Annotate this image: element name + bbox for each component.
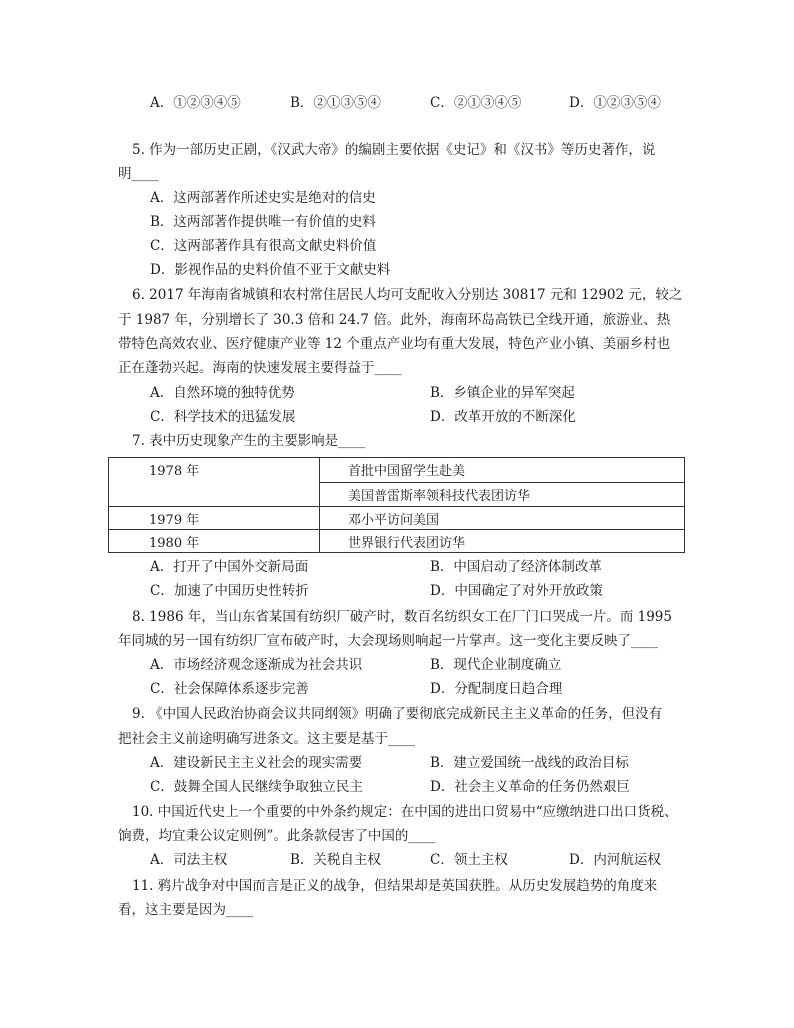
q11-text-line-1: 11. 鸦片战争对中国而言是正义的战争，但结果却是英国获胜。从历史发展趋势的角度来 bbox=[132, 878, 658, 894]
q6-text-line-2: 于 1987 年，分别增长了 30.3 倍和 24.7 倍。此外，海南环岛高铁已全线开通，旅游业、热 bbox=[118, 312, 671, 328]
q5-option-a[interactable]: A．这两部著作所述史实是绝对的信史 bbox=[150, 190, 376, 206]
q4-option-c[interactable]: C．②①③④⑤ bbox=[430, 95, 522, 111]
table-row bbox=[109, 530, 685, 553]
q10-option-c[interactable]: C．领土主权 bbox=[430, 852, 508, 868]
table-cell-event: 邓小平访问美国 bbox=[320, 507, 685, 530]
q7-option-b[interactable]: B．中国启动了经济体制改革 bbox=[430, 559, 602, 575]
q7-option-c[interactable]: C．加速了中国历史性转折 bbox=[150, 583, 309, 599]
table-cell-event: 美国普雷斯率领科技代表团访华 bbox=[320, 482, 685, 507]
q6-text-line-4: 正在蓬勃兴起。海南的快速发展主要得益于____ bbox=[118, 360, 402, 376]
q9-option-a[interactable]: A．建设新民主主义社会的现实需要 bbox=[150, 755, 363, 771]
q8-option-d[interactable]: D．分配制度日趋合理 bbox=[430, 681, 563, 697]
q5-text-line-1: 5. 作为一部历史正剧，《汉武大帝》的编剧主要依据《史记》和《汉书》等历史著作，说 bbox=[132, 142, 656, 158]
q6-option-b[interactable]: B．乡镇企业的异军突起 bbox=[430, 385, 575, 401]
q9-option-b[interactable]: B．建立爱国统一战线的政治目标 bbox=[430, 755, 629, 771]
table-cell-event: 首批中国留学生赴美 bbox=[320, 458, 685, 483]
q10-option-d[interactable]: D．内河航运权 bbox=[569, 852, 661, 868]
q7-option-a[interactable]: A．打开了中国外交新局面 bbox=[150, 559, 309, 575]
q9-text-line-2: 把社会主义前途明确写进条文。这主要是基于____ bbox=[118, 731, 415, 747]
table-cell-year: 1980 年 bbox=[109, 530, 320, 553]
table-cell-event: 世界银行代表团访华 bbox=[320, 530, 685, 553]
q5-text-line-2: 明____ bbox=[118, 166, 159, 182]
q10-text-line-1: 10. 中国近代史上一个重要的中外条约规定：在中国的进出口贸易中“应缴纳进口出口货税、 bbox=[132, 804, 678, 820]
table-cell-year: 1979 年 bbox=[109, 507, 320, 530]
q7-history-table bbox=[108, 457, 685, 553]
q8-option-c[interactable]: C．社会保障体系逐步完善 bbox=[150, 681, 309, 697]
q6-option-d[interactable]: D．改革开放的不断深化 bbox=[430, 409, 576, 425]
q6-option-a[interactable]: A．自然环境的独特优势 bbox=[150, 385, 295, 401]
q6-text-line-1: 6. 2017 年海南省城镇和农村常住居民人均可支配收入分别达 30817 元和 12902 元，较之 bbox=[132, 287, 683, 303]
q10-option-b[interactable]: B．关税自主权 bbox=[290, 852, 381, 868]
q10-text-line-2: 饷费，均宜秉公议定则例”。此条款侵害了中国的____ bbox=[118, 828, 436, 844]
q7-text-line-1: 7. 表中历史现象产生的主要影响是____ bbox=[132, 433, 366, 449]
q5-option-c[interactable]: C．这两部著作具有很高文献史料价值 bbox=[150, 238, 377, 254]
q11-text-line-2: 看，这主要是因为____ bbox=[118, 902, 253, 918]
q6-option-c[interactable]: C．科学技术的迅猛发展 bbox=[150, 409, 296, 425]
q9-option-d[interactable]: D．社会主义革命的任务仍然艰巨 bbox=[430, 779, 630, 795]
q7-option-d[interactable]: D．中国确定了对外开放政策 bbox=[430, 583, 603, 599]
q8-option-a[interactable]: A．市场经济观念逐渐成为社会共识 bbox=[150, 657, 363, 673]
q5-option-b[interactable]: B．这两部著作提供唯一有价值的史料 bbox=[150, 214, 376, 230]
table-row bbox=[109, 507, 685, 530]
q8-text-line-2: 年同城的另一国有纺织厂宣布破产时，大会现场则响起一片掌声。这一变化主要反映了____ bbox=[118, 633, 658, 649]
q9-text-line-1: 9. 《中国人民政治协商会议共同纲领》明确了要彻底完成新民主主义革命的任务，但没有 bbox=[132, 706, 663, 722]
table-cell-year: 1978 年 bbox=[109, 458, 320, 507]
q5-option-d[interactable]: D．影视作品的史料价值不亚于文献史料 bbox=[150, 262, 391, 278]
q4-option-d[interactable]: D．①②③⑤④ bbox=[569, 95, 661, 111]
table-row bbox=[109, 458, 685, 483]
q10-option-a[interactable]: A．司法主权 bbox=[150, 852, 228, 868]
q4-option-a[interactable]: A．①②③④⑤ bbox=[150, 95, 241, 111]
q4-option-b[interactable]: B．②①③⑤④ bbox=[290, 95, 381, 111]
q8-option-b[interactable]: B．现代企业制度确立 bbox=[430, 657, 562, 673]
q8-text-line-1: 8. 1986 年，当山东省某国有纺织厂破产时，数百名纺织女工在厂门口哭成一片。而 1995 bbox=[132, 609, 672, 625]
q6-text-line-3: 带特色高效农业、医疗健康产业等 12 个重点产业均有重大发展，特色产业小镇、美丽乡村也 bbox=[118, 336, 671, 352]
q9-option-c[interactable]: C．鼓舞全国人民继续争取独立民主 bbox=[150, 779, 363, 795]
